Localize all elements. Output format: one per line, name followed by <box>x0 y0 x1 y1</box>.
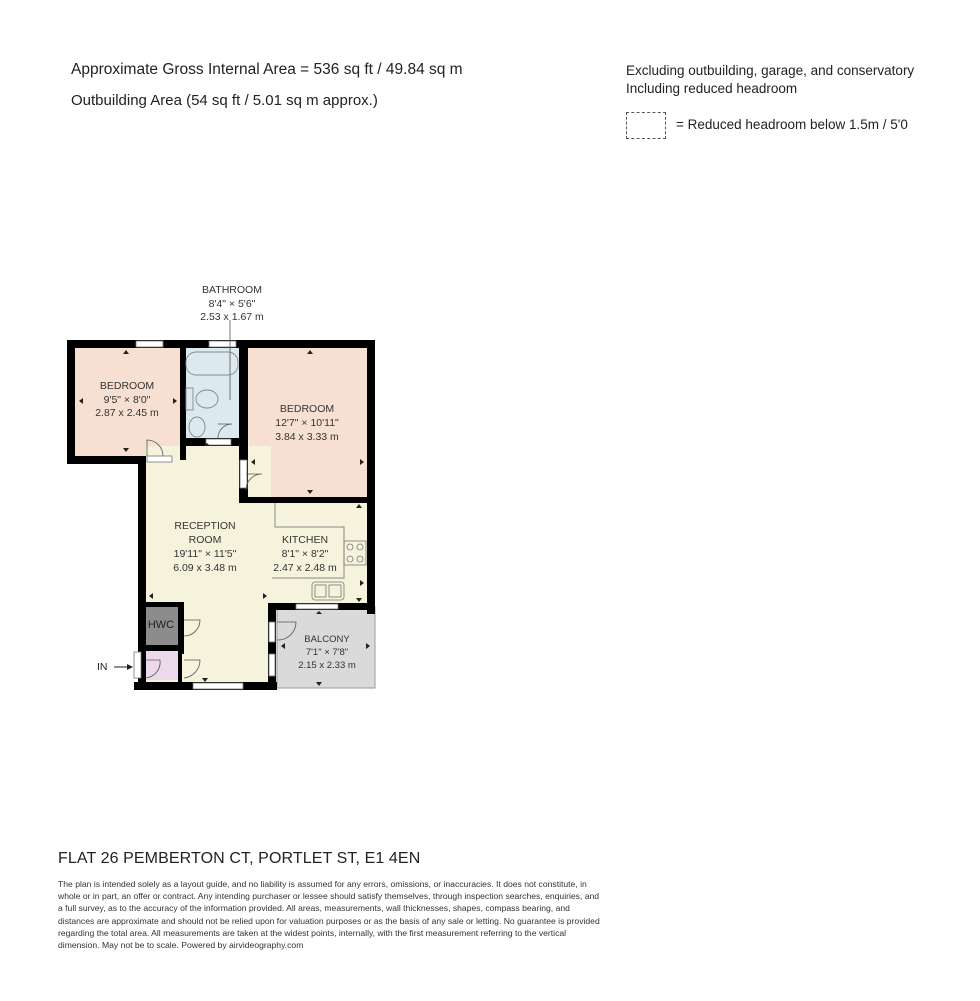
bedroom1-label <box>75 380 179 421</box>
reception-label <box>152 519 258 575</box>
entrance-lobby-fill <box>142 650 180 680</box>
including-note: Including reduced headroom <box>626 81 798 96</box>
bedroom2-metric: 3.84 x 3.33 m <box>275 431 339 443</box>
bathroom-label <box>180 284 284 325</box>
kitchen-label <box>268 533 342 575</box>
outbuilding-area: Outbuilding Area (54 sq ft / 5.01 sq m approx.) <box>71 92 378 109</box>
entrance-label: IN <box>97 661 108 673</box>
property-address: FLAT 26 PEMBERTON CT, PORTLET ST, E1 4EN <box>58 850 421 867</box>
reception-metric: 6.09 x 3.48 m <box>173 562 237 574</box>
kitchen-imperial: 8'1" × 8'2" <box>281 548 329 560</box>
bedroom1-name: BEDROOM <box>99 380 155 392</box>
balcony-name: BALCONY <box>304 634 350 645</box>
disclaimer-text: The plan is intended solely as a layout guide, and no liability is assumed for any errors, omissions, or inaccuracies. It does not constitute, in whole or in part, an offer or contract. Any intending purchaser or lessee should satisfy themselves, through inspection searches, enquiries, and a full survey, as to the accuracy of the information provided. All areas, measurements, wall thicknesses, shapes, compass bearing, and distances are approximate and should not be relied upon for valuation purposes or as the basis of any sale or letting. No guarantee is provided regarding the total area. All measurements are taken at the widest points, internally, with the first measurement referring to the vertical dimension. May not be to scale. Powered by airvideography.com <box>58 879 600 951</box>
hwc-label: HWC <box>147 619 175 631</box>
kitchen-metric: 2.47 x 2.48 m <box>273 562 337 574</box>
bedroom2-label <box>250 402 364 444</box>
balcony-imperial: 7'1" × 7'8" <box>305 647 349 658</box>
bathroom-metric: 2.53 x 1.67 m <box>200 311 264 323</box>
reduced-headroom-legend-label: = Reduced headroom below 1.5m / 5'0 <box>676 117 908 132</box>
reception-name-line2: ROOM <box>188 534 222 546</box>
bedroom1-metric: 2.87 x 2.45 m <box>95 407 159 419</box>
bedroom1-imperial: 9'5" × 8'0" <box>103 393 151 406</box>
bathroom-imperial: 8'4" × 5'6" <box>208 297 256 310</box>
balcony-metric: 2.15 x 2.33 m <box>298 660 356 671</box>
bedroom2-name: BEDROOM <box>279 403 335 415</box>
reception-imperial: 19'11" × 11'5" <box>173 548 237 560</box>
reception-name-line1: RECEPTION <box>174 520 236 532</box>
bedroom2-imperial: 12'7" × 10'11" <box>275 417 339 429</box>
bathroom-name: BATHROOM <box>202 284 262 296</box>
kitchen-name: KITCHEN <box>281 534 329 546</box>
excluding-note: Excluding outbuilding, garage, and conservatory <box>626 63 915 78</box>
bathroom-fill <box>182 348 243 440</box>
gross-internal-area: Approximate Gross Internal Area = 536 sq ft / 49.84 sq m <box>71 61 463 78</box>
balcony-label <box>282 633 372 672</box>
